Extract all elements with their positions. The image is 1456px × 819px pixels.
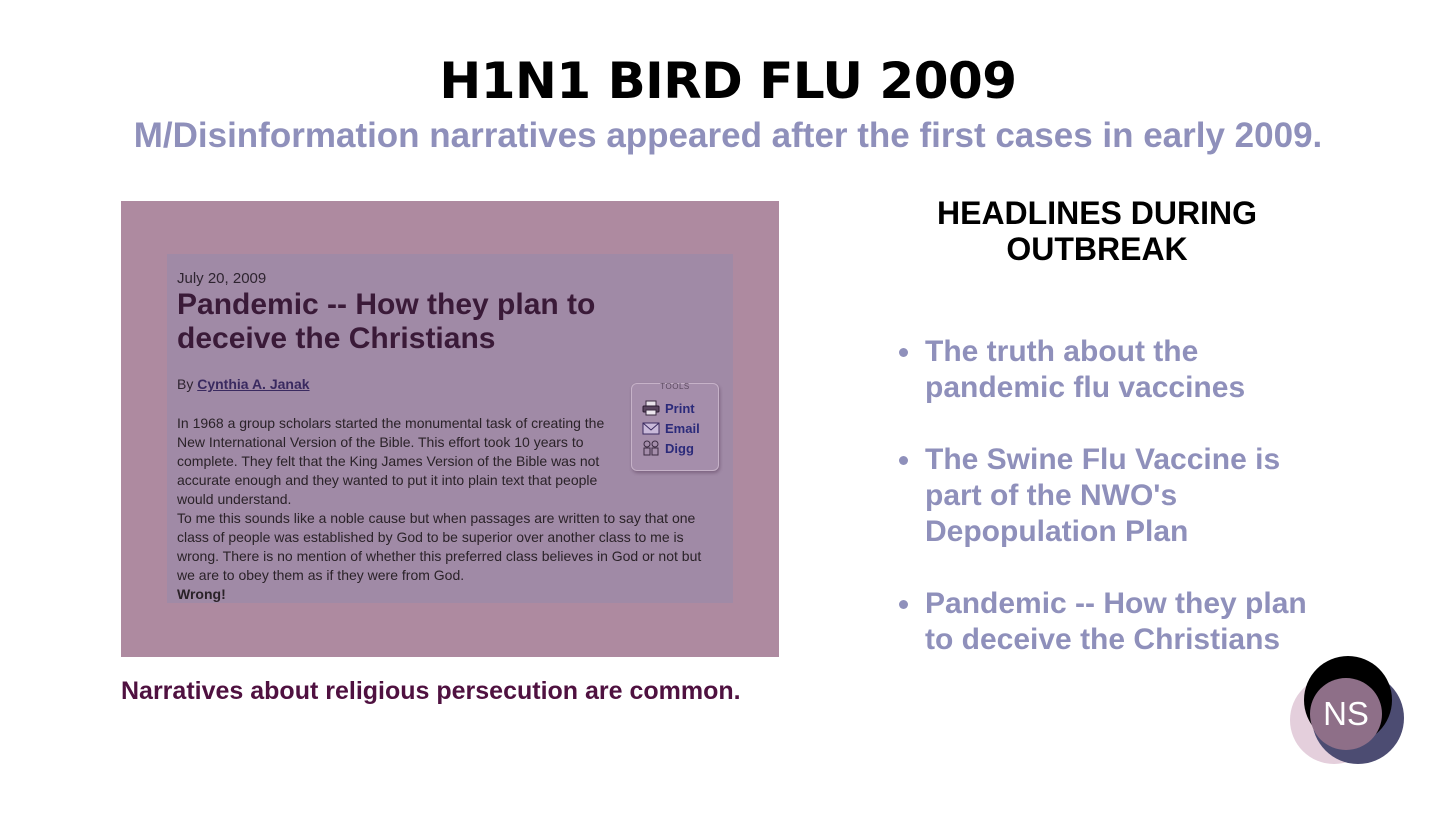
- article-screenshot: [121, 201, 779, 657]
- bullet-icon: [899, 348, 908, 357]
- print-label: Print: [665, 400, 695, 416]
- ns-logo: [1288, 654, 1408, 768]
- tools-label: TOOLS: [660, 382, 690, 391]
- logo-text: NS: [1323, 695, 1369, 732]
- article-paragraph: To me this sounds like a noble cause but when passages are written to say that one class of people was established by God to be superior over another class to me is wrong. There is no mention of whether this preferred class believes in God or not but we are to obey them as if they were from God.: [177, 510, 702, 583]
- article-body: [177, 414, 712, 604]
- headline-text: The Swine Flu Vaccine is part of the NWO's Depopulation Plan: [925, 443, 1281, 548]
- headline-text: Pandemic -- How they plan to deceive the Christians: [925, 587, 1307, 656]
- digg-label: Digg: [665, 440, 694, 456]
- headline-text: The truth about the pandemic flu vaccines: [925, 335, 1246, 404]
- image-caption: Narratives about religious persecution are common.: [121, 677, 741, 705]
- headline-list: [897, 334, 1317, 694]
- headline-item: [897, 442, 1317, 550]
- slide-subtitle: M/Disinformation narratives appeared after the first cases in early 2009.: [133, 116, 1323, 155]
- author-link[interactable]: Cynthia A. Janak: [197, 376, 310, 392]
- article-byline: [177, 376, 310, 392]
- article-paragraph: In 1968 a group scholars started the monumental task of creating the New International Version of the Bible. This effort took 10 years to complete. They felt that the King James Version of the Bible was not accurate enough and they wanted to put it into plain text that people would understand.: [177, 415, 605, 507]
- byline-prefix: By: [177, 376, 198, 392]
- headline-item: [897, 334, 1317, 406]
- bullet-icon: [899, 456, 908, 465]
- bullet-icon: [899, 600, 908, 609]
- article-panel: [167, 254, 733, 603]
- slide-title: H1N1 BIRD FLU 2009: [439, 52, 1017, 110]
- headline-item: [897, 586, 1317, 658]
- headlines-heading: HEADLINES DURING OUTBREAK: [936, 195, 1257, 267]
- article-title: Pandemic -- How they plan to deceive the Christians: [177, 288, 596, 355]
- article-date: July 20, 2009: [177, 270, 267, 287]
- article-emphasis: Wrong!: [177, 586, 226, 602]
- email-label: Email: [665, 420, 700, 436]
